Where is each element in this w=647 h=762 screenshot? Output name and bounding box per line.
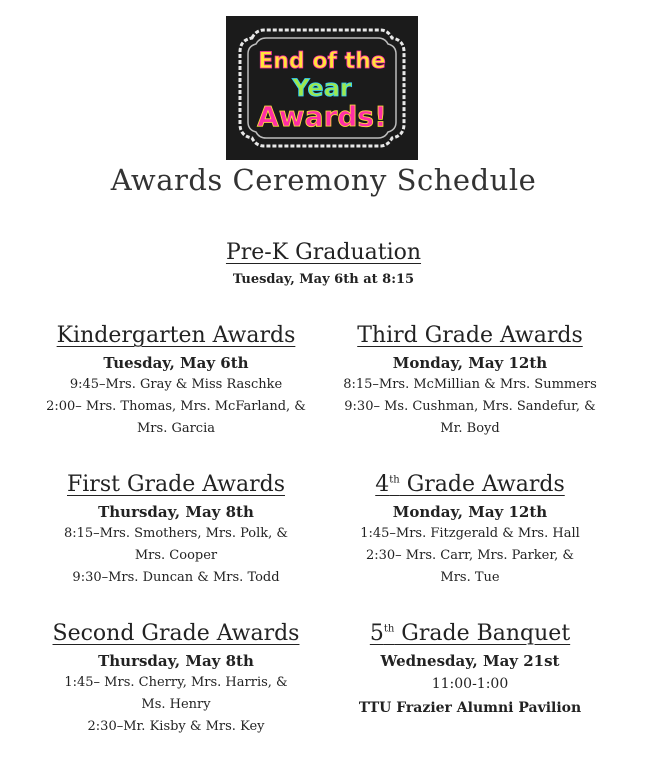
third-grade-date: Monday, May 12th bbox=[392, 354, 548, 372]
kindergarten-heading: Kindergarten Awards bbox=[56, 323, 296, 348]
logo-line-2: Year bbox=[292, 74, 352, 102]
second-grade-line: 1:45– Mrs. Cherry, Mrs. Harris, & bbox=[64, 675, 288, 690]
fourth-grade-heading-text: Grade Awards bbox=[399, 472, 565, 497]
third-grade-line: 8:15–Mrs. McMillian & Mrs. Summers bbox=[343, 377, 597, 392]
fourth-grade-heading bbox=[330, 472, 610, 497]
fourth-grade-heading-ordinal: th bbox=[389, 474, 400, 486]
fifth-grade-venue: TTU Frazier Alumni Pavilion bbox=[358, 700, 582, 716]
logo-line-3: Awards! bbox=[257, 100, 387, 133]
first-grade-date: Thursday, May 8th bbox=[98, 503, 254, 521]
page-title: Awards Ceremony Schedule bbox=[110, 163, 537, 197]
first-grade-line: 8:15–Mrs. Smothers, Mrs. Polk, & bbox=[63, 526, 289, 541]
prek-date: Tuesday, May 6th at 8:15 bbox=[232, 272, 415, 287]
prek-section bbox=[0, 240, 647, 291]
logo-line-1: End of the bbox=[258, 49, 386, 74]
third-grade-line: Mr. Boyd bbox=[440, 421, 500, 436]
fifth-grade-time: 11:00-1:00 bbox=[431, 676, 509, 692]
third-grade-line: 9:30– Ms. Cushman, Mrs. Sandefur, & bbox=[344, 399, 596, 414]
fifth-grade-heading bbox=[330, 621, 610, 646]
fourth-grade-line: 2:30– Mrs. Carr, Mrs. Parker, & bbox=[365, 548, 575, 563]
fourth-grade-section bbox=[330, 472, 610, 589]
second-grade-line: Ms. Henry bbox=[141, 697, 211, 712]
second-grade-date: Thursday, May 8th bbox=[98, 652, 254, 670]
prek-heading: Pre-K Graduation bbox=[225, 240, 422, 265]
first-grade-line: 9:30–Mrs. Duncan & Mrs. Todd bbox=[72, 570, 280, 585]
fourth-grade-line: 1:45–Mrs. Fitzgerald & Mrs. Hall bbox=[360, 526, 580, 541]
fourth-grade-heading-number: 4 bbox=[375, 472, 390, 497]
kindergarten-line: 9:45–Mrs. Gray & Miss Raschke bbox=[69, 377, 283, 392]
kindergarten-line: 2:00– Mrs. Thomas, Mrs. McFarland, & bbox=[46, 399, 306, 414]
fifth-grade-heading-ordinal: th bbox=[383, 623, 395, 635]
second-grade-section bbox=[36, 621, 316, 738]
second-grade-heading: Second Grade Awards bbox=[52, 621, 300, 646]
kindergarten-section bbox=[36, 323, 316, 440]
first-grade-line: Mrs. Cooper bbox=[134, 548, 218, 563]
end-of-year-awards-logo bbox=[226, 16, 418, 160]
kindergarten-date: Tuesday, May 6th bbox=[103, 354, 249, 372]
second-grade-line: 2:30–Mr. Kisby & Mrs. Key bbox=[87, 719, 265, 734]
third-grade-section bbox=[330, 323, 610, 440]
fourth-grade-line: Mrs. Tue bbox=[440, 570, 500, 585]
fifth-grade-date: Wednesday, May 21st bbox=[380, 652, 560, 670]
fifth-grade-heading-number: 5 bbox=[369, 621, 384, 646]
fifth-grade-section bbox=[330, 621, 610, 720]
first-grade-section bbox=[36, 472, 316, 589]
chalkboard-frame-icon bbox=[226, 16, 418, 160]
fifth-grade-heading-text: Grade Banquet bbox=[394, 621, 571, 646]
third-grade-heading: Third Grade Awards bbox=[357, 323, 583, 348]
first-grade-heading: First Grade Awards bbox=[67, 472, 285, 497]
kindergarten-line: Mrs. Garcia bbox=[137, 421, 215, 436]
fourth-grade-date: Monday, May 12th bbox=[392, 503, 548, 521]
